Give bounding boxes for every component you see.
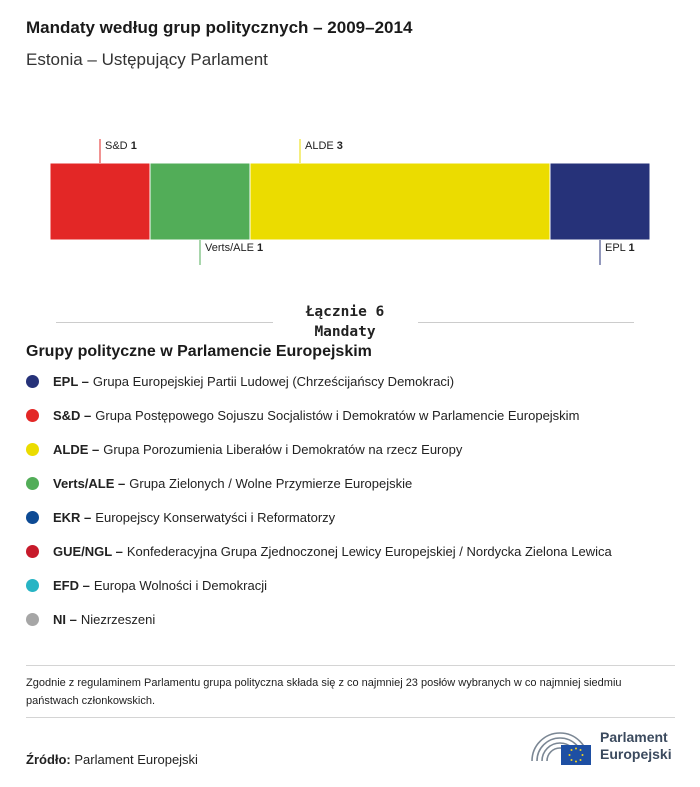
legend-dot-icon (26, 613, 39, 626)
legend-dot-icon (26, 477, 39, 490)
legend-abbr: EFD – (53, 577, 90, 593)
bar-label (105, 140, 137, 152)
footnote: Zgodnie z regulaminem Parlamentu grupa polityczna składa się z co najmniej 23 posłów wybranych w co najmniej siedmiu państwach członkowskich. (26, 677, 622, 707)
bar-label-value: 3 (336, 140, 343, 152)
logo-line-1: Parlament (600, 729, 668, 745)
source-value: Parlament Europejski (74, 752, 198, 767)
legend-abbr: S&D – (53, 407, 92, 423)
legend-dot-icon (26, 443, 39, 456)
legend-abbr: EPL – (53, 373, 89, 389)
legend-item (26, 541, 612, 561)
bar-label-value: 1 (628, 242, 635, 254)
bar-label-name: S&D (105, 140, 131, 152)
legend-desc: Europejscy Konserwatyści i Reformatorzy (95, 509, 336, 525)
bar-segment (250, 163, 550, 240)
chart-title: Mandaty według grup politycznych – 2009–2014 (26, 18, 413, 37)
note-divider-top (26, 665, 675, 666)
legend-desc: Konfederacyjna Grupa Zjednoczonej Lewicy Europejskiej / Nordycka Zielona Lewica (126, 543, 612, 559)
bar-segment (150, 163, 250, 240)
legend-title: Grupy polityczne w Parlamencie Europejskim (26, 343, 372, 360)
legend-desc: Grupa Postępowego Sojuszu Socjalistów i Demokratów w Parlamencie Europejskim (95, 407, 580, 423)
bar-label-value: 1 (256, 242, 264, 254)
legend-item (26, 609, 155, 629)
legend-desc: Europa Wolności i Demokracji (93, 577, 268, 593)
legend-desc: Niezrzeszeni (80, 611, 156, 627)
legend-desc: Grupa Porozumienia Liberałów i Demokratów na rzecz Europy (103, 441, 463, 457)
legend-item (26, 405, 579, 425)
bar-label (205, 242, 263, 254)
logo-line-2: Europejski (600, 746, 672, 762)
bar-segment (50, 163, 150, 240)
legend-item (26, 473, 412, 493)
legend-dot-icon (26, 545, 39, 558)
total-divider-right (418, 322, 634, 323)
seat-distribution-chart (0, 130, 700, 280)
source (26, 752, 198, 767)
legend-abbr: Verts/ALE – (53, 475, 126, 491)
legend-abbr: NI – (53, 611, 77, 627)
legend-dot-icon (26, 409, 39, 422)
bar-label-value: 1 (130, 140, 137, 152)
bar-segment (550, 163, 650, 240)
total-seats (275, 302, 415, 342)
total-seats-count: Łącznie 6 (305, 304, 385, 320)
bar-label-name: EPL (605, 242, 629, 254)
legend-dot-icon (26, 511, 39, 524)
legend-desc: Grupa Europejskiej Partii Ludowej (Chrześcijańscy Demokraci) (92, 373, 455, 389)
legend-item (26, 507, 335, 527)
legend-dot-icon (26, 579, 39, 592)
bar-label-name: Verts/ALE (205, 242, 257, 254)
legend-dot-icon (26, 375, 39, 388)
source-label: Źródło: (26, 752, 71, 767)
legend-abbr: GUE/NGL – (53, 543, 123, 559)
legend-item (26, 371, 454, 391)
european-parliament-logo (528, 727, 672, 765)
total-divider-left (56, 322, 273, 323)
bar-label (305, 140, 343, 152)
note-divider-bottom (26, 717, 675, 718)
bar-label-name: ALDE (305, 140, 337, 152)
legend-item (26, 575, 267, 595)
legend-abbr: EKR – (53, 509, 92, 525)
legend-abbr: ALDE – (53, 441, 100, 457)
bar-label (605, 242, 635, 254)
legend-desc: Grupa Zielonych / Wolne Przymierze Europejskie (129, 475, 413, 491)
legend-item (26, 439, 462, 459)
chart-subtitle: Estonia – Ustępujący Parlament (26, 50, 268, 69)
european-parliament-logo-icon (528, 727, 592, 765)
total-seats-unit: Mandaty (314, 324, 376, 340)
